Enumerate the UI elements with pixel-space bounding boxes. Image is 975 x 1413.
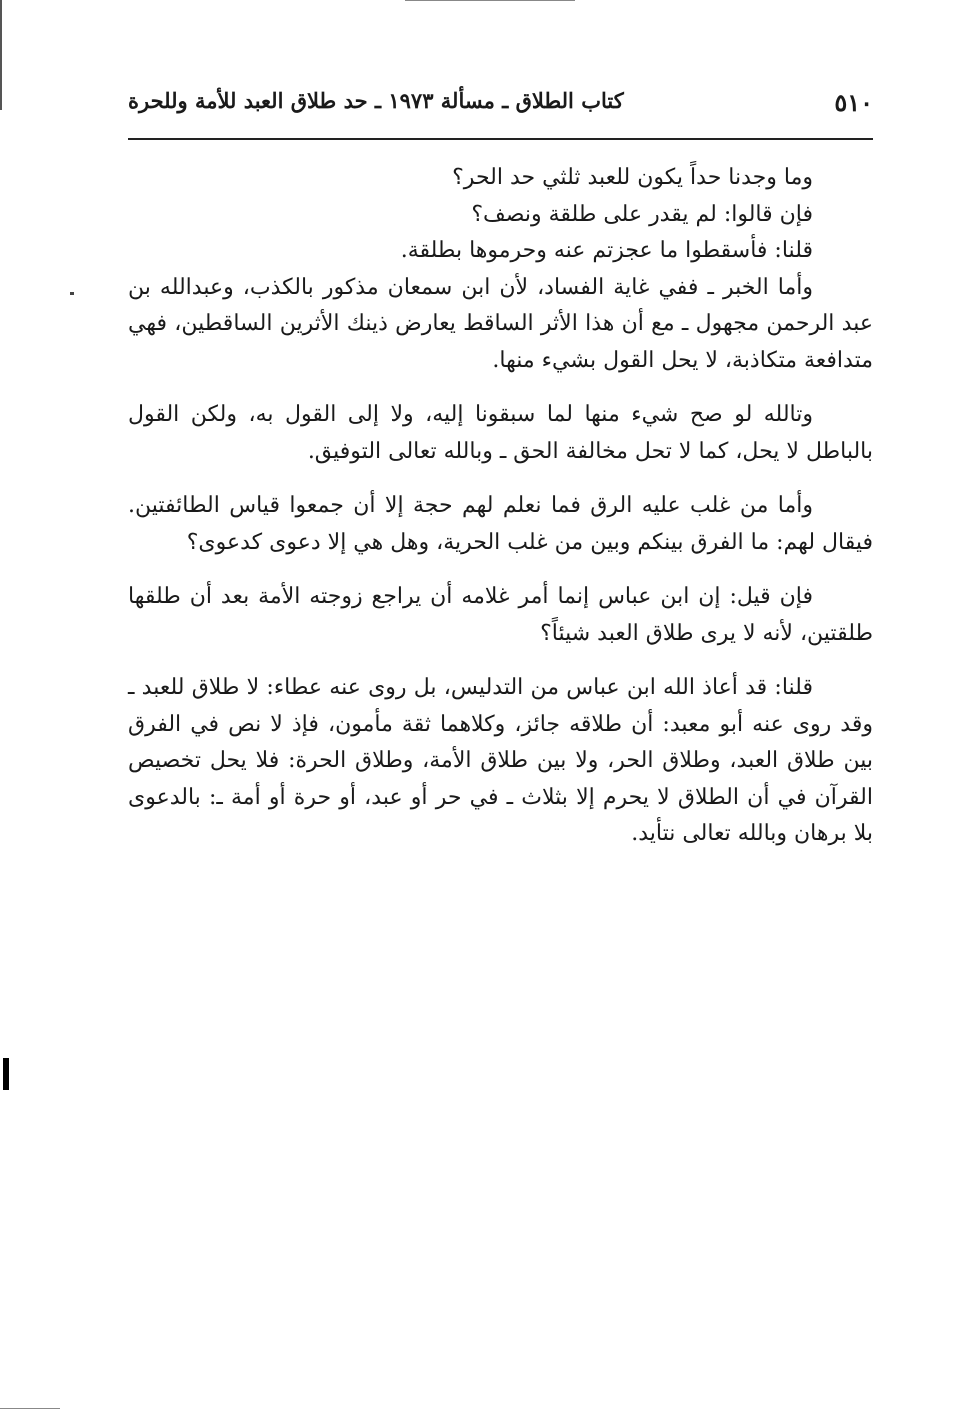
paragraph-gap (128, 652, 873, 670)
paragraph: وأما الخبر ـ ففي غاية الفساد، لأن ابن سمعان مذكور بالكذب، وعبدالله بن عبد الرحمن مجهول ـ مع أن هذا الأثر الساقط يعارض ذينك الأثرين الساقطين، فهي متدافعة متكاذبة، لا يحل القول بشيء منها. (128, 274, 873, 373)
chapter-title: كتاب الطلاق ـ مسألة ١٩٧٣ ـ حد طلاق العبد للأمة وللحرة (128, 88, 624, 113)
text-line: فإن قالوا: لم يقدر على طلقة ونصف؟ (471, 201, 813, 227)
page-body (128, 160, 873, 853)
paragraph-gap (128, 561, 873, 579)
text-line: وما وجدنا حداً يكون للعبد ثلثي حد الحر؟ (452, 165, 813, 190)
paragraph: فإن قيل: إن ابن عباس إنما أمر غلامه أن يراجع زوجته الأمة بعد أن طلقها طلقتين، لأنه لا يرى طلاق العبد شيئاً؟ (128, 584, 873, 646)
paragraph-gap (128, 379, 873, 397)
page-number: ٥١٠ (834, 88, 873, 117)
scan-edge-mark-left (0, 0, 2, 110)
paragraph: قلنا: قد أعاذ الله ابن عباس من التدليس، بل روى عنه عطاء: لا طلاق للعبد ـ وقد روى عنه أبو معبد: أن طلاقه جائز، وكلاهما ثقة مأمون، فإذ لا نص في الفرق بين طلاق العبد، وطلاق الحر، ولا بين طلاق الأمة، وطلاق الحرة: فلا يحل تخصيص القرآن في أن الطلاق لا يحرم إلا بثلاث ـ في حر أو عبد، أو حرة أو أمة ـ: بالدعوى بلا برهان وبالله تعالى نتأيد. (128, 675, 873, 846)
paragraph: وأما من غلب عليه الرق فما نعلم لهم حجة إلا أن جمعوا قياس الطائفتين. فيقال لهم: ما الفرق بينكم وبين من غلب الحرية، وهل هي إلا دعوى كدعوى؟ (128, 493, 873, 555)
running-head (128, 86, 873, 126)
scan-edge-blot (3, 1058, 9, 1090)
header-rule (128, 138, 873, 140)
paragraph-gap (128, 470, 873, 488)
text-line: قلنا: فأسقطوا ما عجزتم عنه وحرموها بطلقة. (400, 238, 813, 263)
scan-speck (70, 292, 74, 295)
scan-edge-mark-top (405, 0, 575, 1)
scan-edge-mark-bottom (0, 1408, 60, 1409)
paragraph: وتالله لو صح شيء منها لما سبقونا إليه، ولا إلى القول به، ولكن القول بالباطل لا يحل، كما لا تحل مخالفة الحق ـ وبالله تعالى التوفيق. (128, 402, 873, 464)
